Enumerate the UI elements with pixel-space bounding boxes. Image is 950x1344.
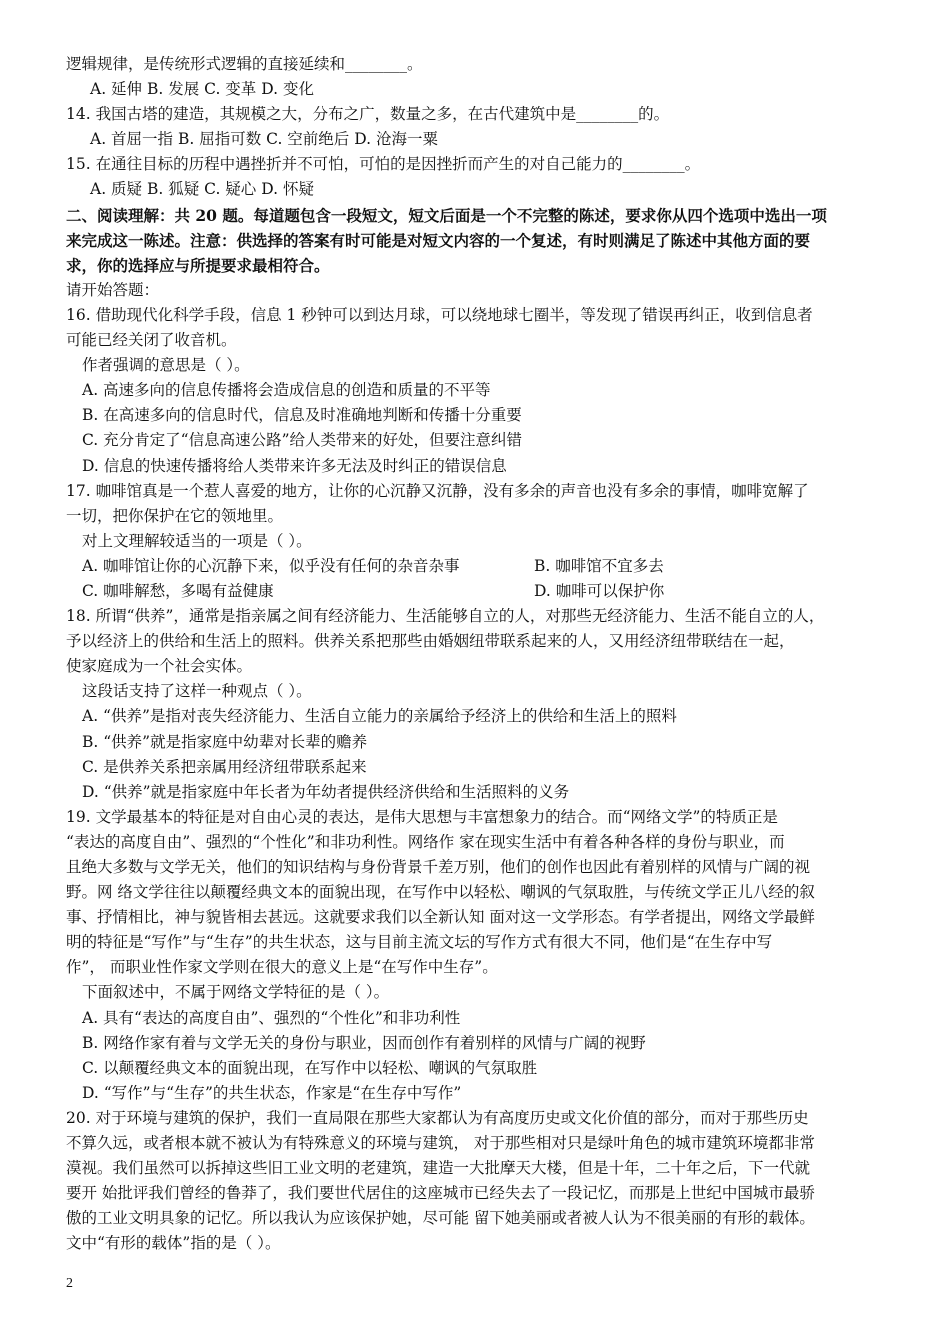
question-19-passage: 明的特征是“写作”与“生存”的共生状态，这与目前主流文坛的写作方式有很大不同，他们是“在生存中写	[66, 933, 773, 952]
question-18-option-b: B. “供养”就是指家庭中幼辈对长辈的赡养	[82, 732, 368, 751]
question-20-passage: 不算久远，或者根本就不被认为有特殊意义的环境与建筑， 对于那些相对只是绿叶角色的城市建筑环境都非常	[66, 1134, 815, 1153]
question-17-options-row-1	[66, 554, 886, 579]
question-16-option-c: C. 充分肯定了“信息高速公路”给人类带来的好处，但要注意纠错	[82, 431, 523, 450]
question-15-stem: 15. 在通往目标的历程中遇挫折并不可怕，可怕的是因挫折而产生的对自己能力的________。	[66, 155, 701, 174]
question-19-prompt: 下面叙述中，不属于网络文学特征的是（ ）。	[82, 983, 390, 1002]
question-17-passage: 一切，把你保护在它的领地里。	[66, 506, 284, 525]
question-18-prompt: 这段话支持了这样一种观点（ ）。	[82, 682, 312, 701]
question-17-option-c: C. 咖啡解愁，多喝有益健康	[82, 581, 274, 600]
question-16-option-b: B. 在高速多向的信息时代，信息及时准确地判断和传播十分重要	[82, 406, 522, 425]
section-heading: 求，你的选择应与所提要求最相符合。	[66, 255, 330, 275]
question-18-option-a: A. “供养”是指对丧失经济能力、生活自立能力的亲属给予经济上的供给和生活上的照料	[82, 707, 677, 726]
question-17-option-d: D. 咖啡可以保护你	[534, 581, 665, 600]
question-19-passage: 19. 文学最基本的特征是对自由心灵的表达，是伟大思想与丰富想象力的结合。而“网络文学”的特质正是	[66, 807, 778, 826]
question-16-passage: 可能已经关闭了收音机。	[66, 331, 237, 350]
question-20-prompt: 文中“有形的载体”指的是（ ）。	[66, 1234, 281, 1253]
question-16-prompt: 作者强调的意思是（ ）。	[82, 356, 250, 375]
question-19-passage: “表达的高度自由”、强烈的“个性化”和非功利性。网络作 家在现实生活中有着各种各样的身份与职业，而	[66, 832, 785, 851]
question-19-option-d: D. “写作”与“生存”的共生状态，作家是“在生存中写作”	[82, 1083, 462, 1102]
question-17-passage: 17. 咖啡馆真是一个惹人喜爱的地方，让你的心沉静又沉静，没有多余的声音也没有多余的事情，咖啡宽解了	[66, 481, 809, 500]
question-17-prompt: 对上文理解较适当的一项是（ ）。	[82, 531, 312, 550]
start-prompt: 请开始答题：	[66, 280, 160, 299]
question-16-option-d: D. 信息的快速传播将给人类带来许多无法及时纠正的错误信息	[82, 456, 507, 475]
question-19-passage: 作”， 而职业性作家文学则在很大的意义上是“在写作中生存”。	[66, 958, 498, 977]
question-17-option-a: A. 咖啡馆让你的心沉静下来，似乎没有任何的杂音杂事	[82, 556, 460, 575]
question-18-option-c: C. 是供养关系把亲属用经济纽带联系起来	[82, 757, 367, 776]
question-14-options: A. 首屈一指 B. 屈指可数 C. 空前绝后 D. 沧海一粟	[90, 130, 438, 149]
question-20-passage: 20. 对于环境与建筑的保护，我们一直局限在那些大家都认为有高度历史或文化价值的部分，而对于那些历史	[66, 1108, 809, 1127]
question-20-passage: 傲的工业文明具象的记忆。所以我认为应该保护她，尽可能 留下她美丽或者被人认为不很美丽的有形的载体。	[66, 1209, 815, 1228]
question-14-stem: 14. 我国古塔的建造，其规模之大，分布之广，数量之多，在古代建筑中是________的。	[66, 105, 670, 124]
question-19-option-b: B. 网络作家有着与文学无关的身份与职业，因而创作有着别样的风情与广阔的视野	[82, 1033, 646, 1052]
question-20-passage: 漠视。我们虽然可以拆掉这些旧工业文明的老建筑，建造一大批摩天大楼，但是十年，二十年之后，下一代就	[66, 1159, 811, 1178]
question-19-passage: 且绝大多数与文学无关，他们的知识结构与身份背景千差万别，他们的创作也因此有着别样的风情与广阔的视	[66, 858, 811, 876]
question-19-option-c: C. 以颠覆经典文本的面貌出现，在写作中以轻松、嘲讽的气氛取胜	[82, 1058, 538, 1077]
question-20-passage: 要开 始批评我们曾经的鲁莽了，我们要世代居住的这座城市已经失去了一段记忆，而那是上世纪中国城市最骄	[66, 1184, 815, 1203]
question-19-passage: 事、抒情相比，神与貌皆相去甚远。这就要求我们以全新认知 面对这一文学形态。有学者提出，网络文学最鲜	[66, 908, 815, 927]
question-13-stem-tail: 逻辑规律，是传统形式逻辑的直接延续和________。	[66, 55, 423, 73]
question-15-options: A. 质疑 B. 狐疑 C. 疑心 D. 怀疑	[90, 180, 314, 199]
question-17-option-b: B. 咖啡馆不宜多去	[534, 556, 664, 575]
section-heading: 来完成这一陈述。注意：供选择的答案有时可能是对短文内容的一个复述，有时则满足了陈述中其他方面的要	[66, 230, 811, 250]
document-page	[66, 52, 886, 1257]
section-heading: 二、阅读理解：共 20 题。每道题包含一段短文，短文后面是一个不完整的陈述，要求你从四个选项中选出一项	[66, 205, 827, 225]
question-18-option-d: D. “供养”就是指家庭中年长者为年幼者提供经济供给和生活照料的义务	[82, 782, 570, 801]
question-16-option-a: A. 高速多向的信息传播将会造成信息的创造和质量的不平等	[82, 381, 491, 400]
question-18-passage: 18. 所谓“供养”，通常是指亲属之间有经济能力、生活能够自立的人，对那些无经济能力、生活不能自立的人，	[66, 607, 825, 626]
question-19-passage: 野。网 络文学往往以颠覆经典文本的面貌出现，在写作中以轻松、嘲讽的气氛取胜，与传统文学正儿八经的叙	[66, 883, 815, 902]
question-17-options-row-2	[66, 579, 886, 604]
page-number: 2	[66, 1276, 73, 1291]
question-13-options: A. 延伸 B. 发展 C. 变革 D. 变化	[90, 80, 314, 99]
question-19-option-a: A. 具有“表达的高度自由”、强烈的“个性化”和非功利性	[82, 1008, 461, 1027]
question-16-passage: 16. 借助现代化科学手段，信息 1 秒钟可以到达月球，可以绕地球七圈半，等发现了错误再纠正，收到信息者	[66, 305, 813, 324]
question-18-passage: 予以经济上的供给和生活上的照料。供养关系把那些由婚姻纽带联系起来的人，又用经济纽带联结在一起，	[66, 632, 795, 651]
question-18-passage: 使家庭成为一个社会实体。	[66, 657, 253, 676]
